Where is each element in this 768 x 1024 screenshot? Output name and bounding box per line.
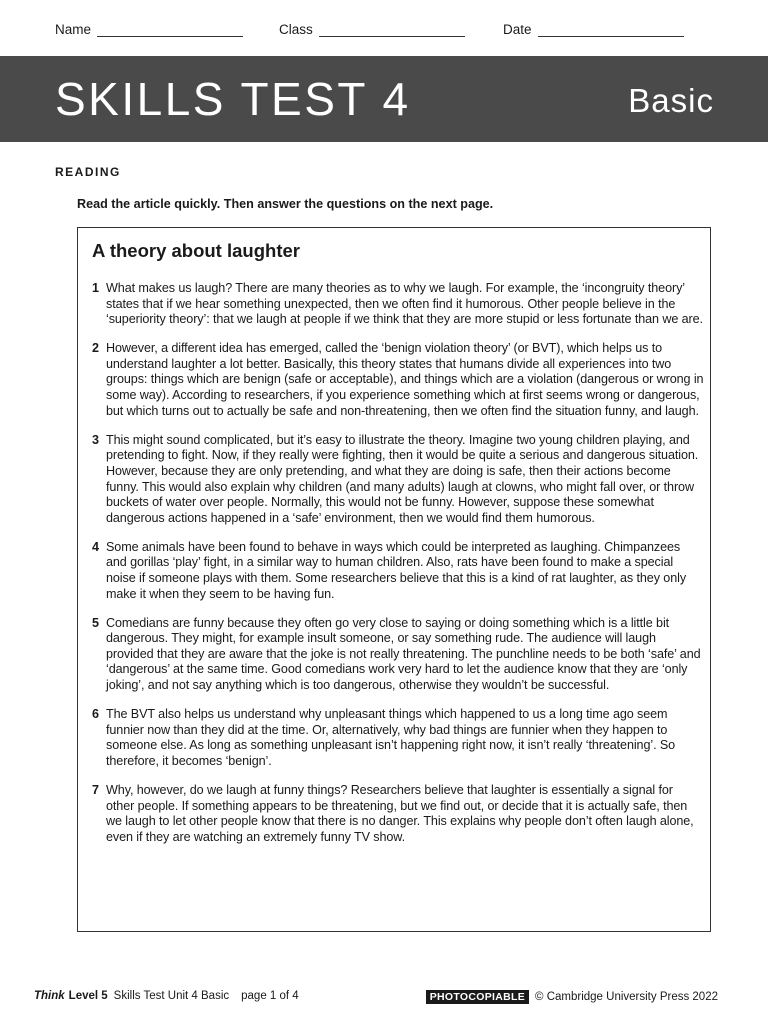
photocopiable-badge: PHOTOCOPIABLE <box>426 990 529 1004</box>
paragraph-6 <box>92 707 704 769</box>
paragraph-2 <box>92 341 704 419</box>
paragraph-number: 4 <box>92 539 100 554</box>
paragraph-text: Why, however, do we laugh at funny things? Researchers believe that laughter is essentially a signal for other people. If something appears to be threatening, but we find out, or decide that it is actually safe, then we laugh to let other people know that there is no danger. This explains why people don’t often laugh alone, even if they are watching an extremely funny TV show. <box>106 783 694 844</box>
paragraph-number: 6 <box>92 707 100 722</box>
paragraph-text: Comedians are funny because they often go very close to saying or doing something which is a little bit dangerous. They might, for example insult someone, or say something rude. The audience will laugh provided that they are aware that the joke is not really threatening. The punchline needs to be both ‘safe’ and ‘dangerous’ at the same time. Good comedians work very hard to let the audience know that they are ‘only joking’, and not say anything which is too dangerous, otherwise they wouldn’t be successful. <box>106 615 701 693</box>
paragraph-5 <box>92 616 704 694</box>
date-label: Date <box>503 22 532 37</box>
paragraph-number: 1 <box>92 281 100 295</box>
footer-page-number: page 1 of 4 <box>241 990 299 1002</box>
footer-copyright: © Cambridge University Press 2022 <box>535 991 718 1003</box>
paragraph-3 <box>92 433 704 527</box>
section-heading: reading <box>55 161 121 180</box>
paragraph-number: 2 <box>92 341 100 356</box>
date-field[interactable] <box>503 22 684 37</box>
title-banner <box>0 56 768 142</box>
paragraph-number: 3 <box>92 432 100 447</box>
footer-unit: Skills Test Unit 4 Basic <box>113 990 230 1002</box>
paragraph-7 <box>92 783 704 845</box>
article-box <box>77 227 711 932</box>
footer-level: Level 5 <box>68 990 108 1002</box>
paragraph-4 <box>92 540 704 602</box>
article-title: A theory about laughter <box>92 240 300 261</box>
article-paragraphs <box>92 281 704 859</box>
name-field[interactable] <box>55 22 243 37</box>
paragraph-1 <box>92 281 704 328</box>
paragraph-number: 5 <box>92 615 100 630</box>
paragraph-text: This might sound complicated, but it’s easy to illustrate the theory. Imagine two young children playing, and pretending to fight. Now, if they really were fighting, then it would be quite a serious and dangerous situation. However, because they are only pretending, and what they are doing is safe, then their actions become funny. This would also explain why children (and many adults) laugh at clowns, who might fall over, or throw buckets of water over people. Normally, this would not be funny. However, suppose these somewhat dangerous actions happened in a ‘safe’ environment, then we would find them humorous. <box>106 432 699 525</box>
name-line[interactable] <box>97 22 243 37</box>
paragraph-text: The BVT also helps us understand why unpleasant things which happened to us a long time ago seem funnier now than they did at the time. Or, alternatively, why bad things are funnier when they happen to someone else. As long as something unpleasant isn’t happening right now, it isn’t really ‘threatening’. So therefore, it becomes ‘benign’. <box>106 707 676 768</box>
page-footer <box>34 990 718 1008</box>
test-title: SKILLS TEST 4 <box>55 73 411 125</box>
name-label: Name <box>55 22 92 37</box>
instruction-text: Read the article quickly. Then answer the questions on the next page. <box>77 197 494 211</box>
class-line[interactable] <box>319 22 465 37</box>
paragraph-text: What makes us laugh? There are many theories as to why we laugh. For example, the ‘incongruity theory’ states that if we hear something unexpected, then we often find it humorous. Other people believe in the ‘superiority theory’: that we laugh at people if we think that they are more stupid or less fortunate than we are. <box>106 281 703 327</box>
student-info-row <box>55 22 695 44</box>
paragraph-text: However, a different idea has emerged, called the ‘benign violation theory’ (or BVT), which helps us to understand laughter a lot better. Basically, this theory states that humans divide all experiences into two groups: things which are benign (safe or acceptable), and things which are a violation (dangerous or wrong in some way). According to researchers, if you experience something which at first seems wrong or dangerous, but which turns out to actually be safe and non-threatening, then we often find the situation funny, and laugh. <box>106 341 704 418</box>
test-level: Basic <box>628 82 714 119</box>
date-line[interactable] <box>538 22 684 37</box>
footer-right <box>426 990 718 1004</box>
footer-left <box>34 990 299 1002</box>
footer-brand: Think <box>34 990 65 1002</box>
paragraph-text: Some animals have been found to behave in ways which could be interpreted as laughing. Chimpanzees and gorillas ‘play’ fight, in a similar way to human children. Also, rats have been found to make a special noise if someone plays with them. Some researchers believe that this is a kind of rat laughter, as they only make it when they seem to be having fun. <box>106 539 687 601</box>
class-field[interactable] <box>279 22 465 37</box>
paragraph-number: 7 <box>92 783 100 798</box>
class-label: Class <box>279 22 313 37</box>
